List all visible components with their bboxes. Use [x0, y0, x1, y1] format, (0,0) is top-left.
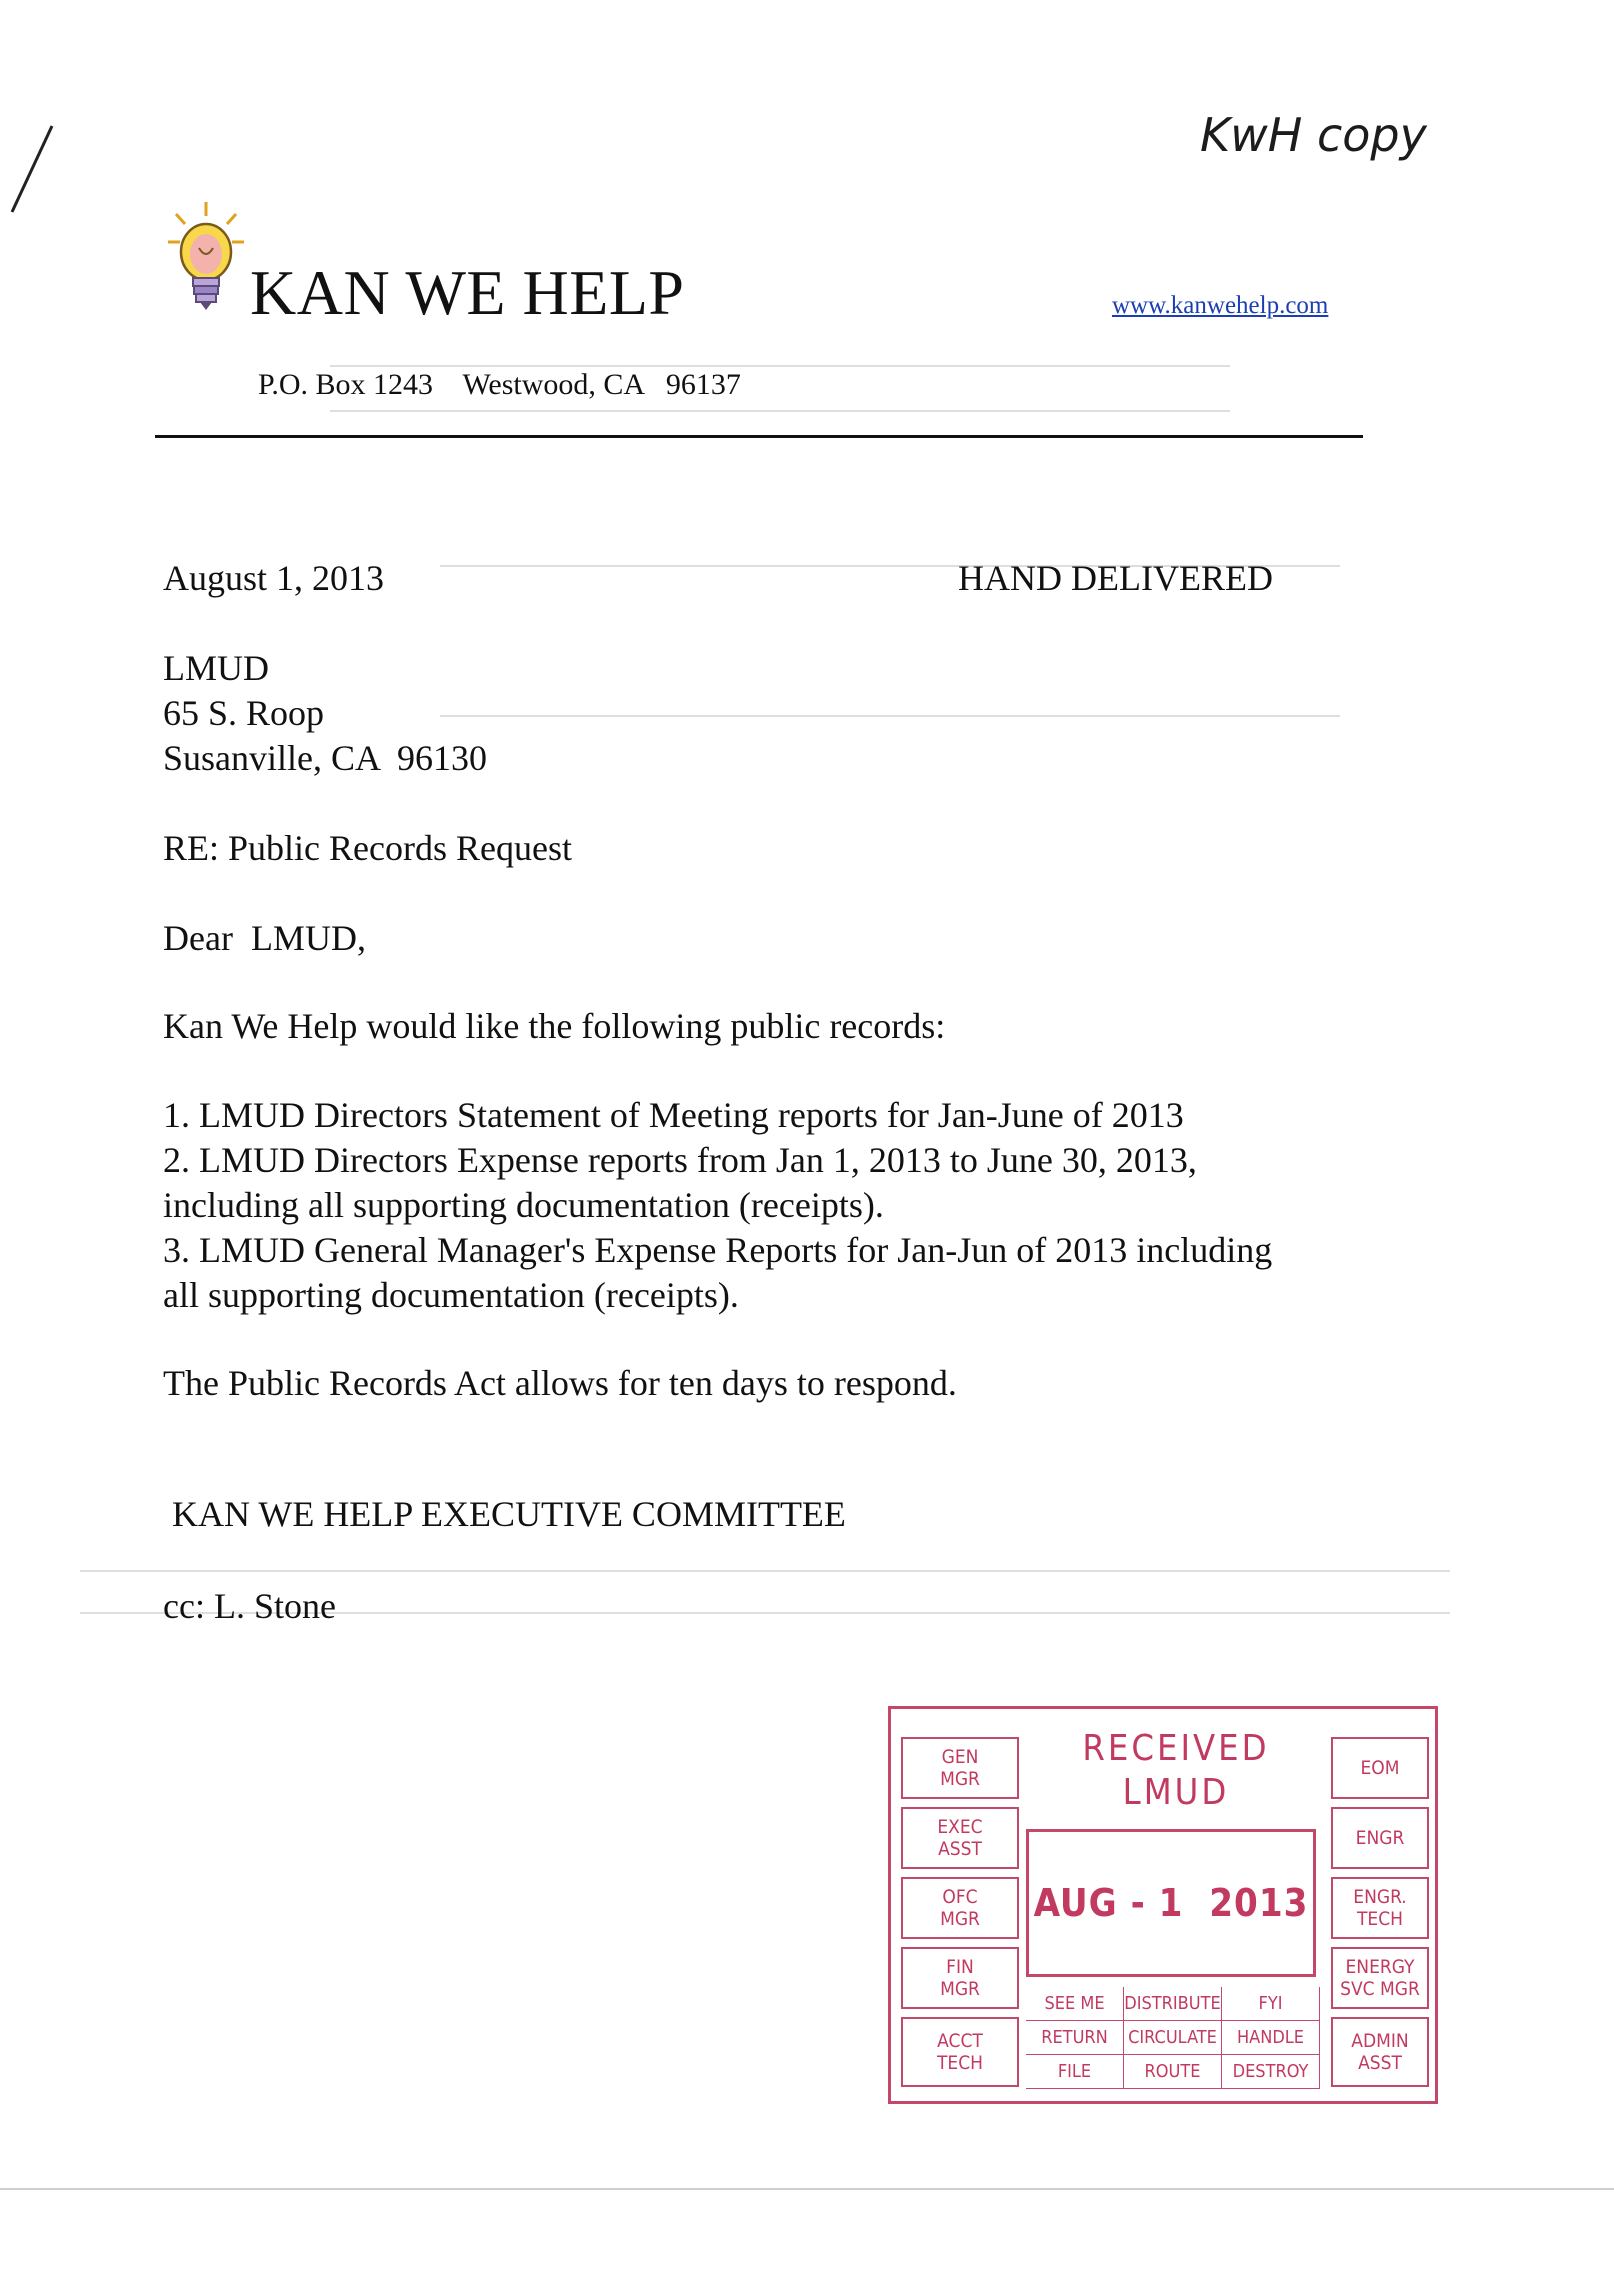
page-edge-line — [0, 2188, 1614, 2190]
stamp-label: ENGR. — [1353, 1886, 1407, 1908]
letterhead-divider — [155, 435, 1363, 438]
stamp-label: ASST — [1358, 2052, 1402, 2074]
stamp-cell — [901, 1807, 1019, 1869]
margin-tick-mark — [4, 120, 64, 220]
received-stamp — [888, 1706, 1438, 2104]
stamp-cell — [901, 2017, 1019, 2087]
stamp-action: FILE — [1026, 2055, 1124, 2089]
stamp-heading: RECEIVED — [1082, 1728, 1270, 1769]
stamp-cell — [1331, 2017, 1429, 2087]
stamp-label: GEN — [941, 1746, 979, 1768]
organization-name: KAN WE HELP — [250, 257, 685, 328]
stamp-action: RETURN — [1026, 2021, 1124, 2055]
stamp-label: ENGR — [1355, 1827, 1405, 1849]
request-item: 1. LMUD Directors Statement of Meeting reports for Jan-June of 2013 — [163, 1095, 1184, 1135]
stamp-label: FIN — [946, 1956, 974, 1978]
stamp-label: ENERGY — [1345, 1956, 1415, 1978]
stamp-label: ACCT — [937, 2030, 983, 2052]
letter-subject: RE: Public Records Request — [163, 828, 572, 868]
bleed-through-line — [330, 365, 1230, 367]
delivery-method: HAND DELIVERED — [958, 558, 1273, 598]
request-item: 2. LMUD Directors Expense reports from Jan 1, 2013 to June 30, 2013, — [163, 1140, 1197, 1180]
stamp-action: CIRCULATE — [1124, 2021, 1222, 2055]
letter-intro: Kan We Help would like the following public records: — [163, 1006, 946, 1046]
closing-note: The Public Records Act allows for ten days to respond. — [163, 1363, 957, 1403]
request-item: all supporting documentation (receipts). — [163, 1275, 739, 1315]
letter-salutation: Dear LMUD, — [163, 918, 366, 958]
recipient-line: Susanville, CA 96130 — [163, 738, 488, 778]
request-item: including all supporting documentation (receipts). — [163, 1185, 884, 1225]
bleed-through-line — [330, 410, 1230, 412]
stamp-action: DISTRIBUTE — [1124, 1987, 1222, 2021]
stamp-label: ASST — [938, 1838, 982, 1860]
stamp-cell — [1331, 1737, 1429, 1799]
stamp-action: ROUTE — [1124, 2055, 1222, 2089]
recipient-line: LMUD — [163, 648, 269, 688]
website-link[interactable]: www.kanwehelp.com — [1112, 292, 1329, 319]
lightbulb-logo-icon — [166, 198, 246, 318]
stamp-action: SEE ME — [1026, 1987, 1124, 2021]
handwritten-note: KwH copy — [1200, 108, 1427, 162]
letter-date: August 1, 2013 — [163, 558, 385, 598]
stamp-date: AUG - 1 2013 — [1026, 1829, 1316, 1977]
stamp-cell — [901, 1737, 1019, 1799]
stamp-label: TECH — [936, 2052, 984, 2074]
stamp-label: MGR — [940, 1768, 980, 1790]
bleed-through-line — [80, 1570, 1450, 1572]
stamp-cell — [901, 1947, 1019, 2009]
stamp-label: EOM — [1360, 1757, 1400, 1779]
stamp-action-grid — [1026, 1987, 1324, 2095]
recipient-line: 65 S. Roop — [163, 693, 325, 733]
stamp-action: DESTROY — [1222, 2055, 1320, 2089]
stamp-label: SVC MGR — [1340, 1978, 1420, 2000]
stamp-label: MGR — [940, 1978, 980, 2000]
stamp-cell — [901, 1877, 1019, 1939]
stamp-label: OFC — [942, 1886, 978, 1908]
request-item: 3. LMUD General Manager's Expense Reports for Jan-Jun of 2013 including — [163, 1230, 1273, 1270]
stamp-cell — [1331, 1807, 1429, 1869]
cc-line: cc: L. Stone — [163, 1586, 336, 1626]
stamp-cell — [1331, 1947, 1429, 2009]
stamp-action: FYI — [1222, 1987, 1320, 2021]
stamp-cell — [1331, 1877, 1429, 1939]
bleed-through-line — [440, 715, 1340, 717]
signature: KAN WE HELP EXECUTIVE COMMITTEE — [172, 1494, 846, 1534]
stamp-label: TECH — [1356, 1908, 1404, 1930]
stamp-action: HANDLE — [1222, 2021, 1320, 2055]
stamp-label: MGR — [940, 1908, 980, 1930]
letterhead-address: P.O. Box 1243 Westwood, CA 96137 — [258, 368, 741, 401]
stamp-label: ADMIN — [1351, 2030, 1409, 2052]
stamp-label: EXEC — [937, 1816, 983, 1838]
stamp-heading: LMUD — [1122, 1772, 1230, 1813]
